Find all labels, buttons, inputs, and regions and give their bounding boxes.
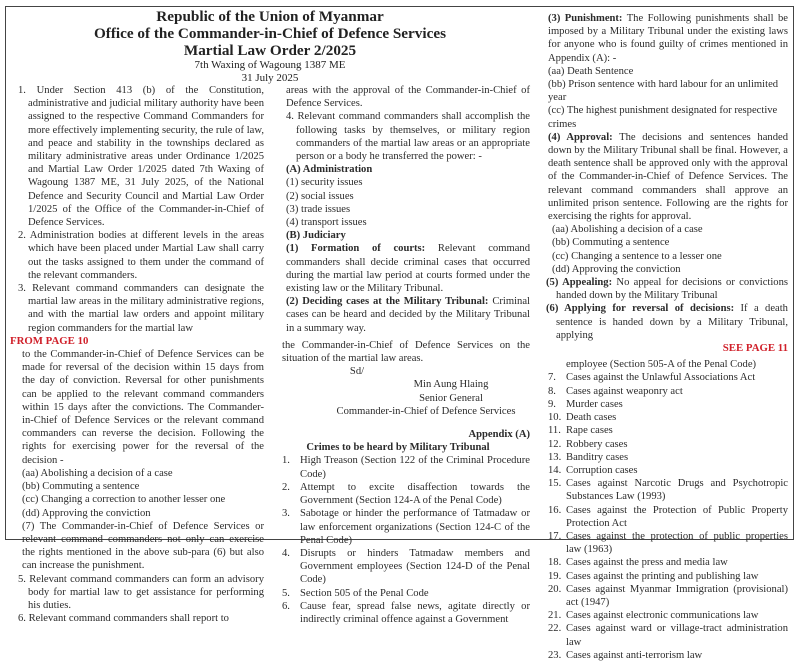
- list-item: (bb) Commuting a sentence: [22, 481, 140, 493]
- crime-item: 6. Cause fear, spread false news, agitate directly or indirectly criminal offence against a Government: [282, 600, 530, 625]
- administration-list: [282, 176, 530, 229]
- list-item: (1) security issues: [286, 177, 363, 189]
- list-item: (2) social issues: [286, 190, 354, 202]
- crime-item: 22. Cases against ward or village-tract administration law: [548, 623, 788, 648]
- order-header: [5, 8, 535, 85]
- approval-list: [548, 223, 788, 276]
- list-item: (dd) Approving the conviction: [22, 507, 151, 519]
- crime-item: 5. Section 505 of the Penal Code: [282, 587, 429, 599]
- appealing-paragraph: [542, 276, 788, 302]
- appendix-subtitle: Crimes to be heard by Military Tribunal: [306, 442, 490, 454]
- crime-item: 11. Rape cases: [548, 425, 613, 437]
- signature-sd: Sd/: [349, 366, 365, 378]
- see-page-link[interactable]: SEE PAGE 11: [722, 342, 788, 355]
- list-item: (dd) Approving the conviction: [552, 263, 681, 275]
- formation-of-courts: [282, 242, 530, 295]
- crime-6-continuation: employee (Section 505-A of the Penal Code): [566, 359, 757, 371]
- list-item: (cc) Changing a sentence to a lesser one: [552, 250, 722, 262]
- deciding-text: Criminal cases can be heard and decided by the Military Tribunal in a summary way.: [286, 296, 530, 334]
- list-item: (cc) Changing a correction to another lesser one: [22, 494, 226, 506]
- crime-item: 15. Cases against Narcotic Drugs and Psychotropic Substances Law (1993): [548, 478, 788, 503]
- list-item: (cc) The highest punishment designated for respective crimes: [548, 105, 778, 130]
- crimes-list-2: [548, 371, 788, 661]
- signer-name: Min Aung Hlaing: [413, 379, 489, 391]
- crime-item: 4. Disrupts or hinders Tatmadaw members and Government employees (Section 124-D of the Penal Code): [282, 547, 530, 586]
- formation-label: (1) Formation of courts:: [286, 243, 426, 255]
- order-title: Martial Law Order 2/2025: [183, 42, 357, 59]
- list-item: (aa) Death Sentence: [548, 65, 634, 77]
- list-item: (aa) Abolishing a decision of a case: [22, 467, 173, 479]
- reversal-paragraph: [542, 302, 788, 342]
- paragraph-6: 6. Relevant command commanders shall report to: [18, 613, 229, 625]
- paragraph-4: 4. Relevant command commanders shall accomplish the following tasks by themselves, or military region commanders of the martial law areas or an appropriate person or a body he transferred the power: -: [286, 111, 530, 163]
- list-item: (bb) Commuting a sentence: [552, 237, 670, 249]
- deciding-label: (2) Deciding cases at the Military Tribunal:: [286, 296, 489, 308]
- paragraph-7: (7) The Commander-in-Chief of Defence Services or relevant command commanders not only can exercise the rights mentioned in the above sub-para (6) but also can increase the punishment.: [22, 520, 264, 572]
- list-item: (3) trade issues: [286, 203, 351, 215]
- signer-title: Commander-in-Chief of Defence Services: [336, 405, 516, 417]
- crime-item: 17. Cases against the protection of public properties law (1963): [548, 530, 788, 556]
- crimes-list-1: [282, 454, 530, 626]
- paragraph-1: 1. Under Section 413 (b) of the Constitution, administrative and judicial military authority have been assigned to the respective Command Commanders for more effectively implementing security, the rule of law, and peace and stability in the townships declared as military administrative areas under Ordinance 1/2025 and Martial Law Order 1/2025 dated 7th Waxing of Wagoung 1387 ME, 31 July 2025, of the National Defence and Security Council and Martial Law Order 1/2025 of the Office of the Commander-in-Chief of Defence Services.: [18, 85, 264, 229]
- lunar-date: 7th Waxing of Wagoung 1387 ME: [194, 59, 346, 71]
- top-right-box-top: [535, 6, 794, 7]
- list-item: (4) transport issues: [286, 217, 367, 229]
- crime-item: 7. Cases against the Unlawful Associations Act: [548, 372, 756, 384]
- column-1: [10, 84, 264, 625]
- crime-item: 13. Banditry cases: [548, 451, 629, 463]
- crime-item: 18. Cases against the press and media law: [548, 557, 728, 569]
- administration-heading: (A) Administration: [286, 164, 373, 176]
- deciding-cases: [282, 295, 530, 335]
- reversal-text: If a death sentence is handed down by a Military Tribunal, applying: [556, 303, 788, 341]
- crime-item: 16. Cases against the Protection of Public Property Protection Act: [548, 504, 788, 529]
- reversal-continuation: to the Commander-in-Chief of Defence Services can be made for reversal of the decision within 15 days from the day of conviction. Reversal for other punishments can be applied to the relevant command commanders within 15 days after the convictions. The Commander-in-Chief of Defence Services or the relevant command commanders can reverse the decision. Following the rights for exercising power for the reversal of the decision -: [22, 349, 264, 466]
- signer-rank: Senior General: [419, 392, 483, 404]
- crime-item: 9. Murder cases: [548, 398, 623, 410]
- paragraph-5: 5. Relevant command commanders can form an advisory body for martial law to get assistance for performing his duties.: [18, 573, 264, 611]
- paragraph-6-continuation: the Commander-in-Chief of Defence Services on the situation of the martial law areas.: [282, 339, 530, 365]
- reversal-rights-list: [14, 467, 264, 520]
- crime-item: 14. Corruption cases: [548, 464, 638, 476]
- column-3: [548, 12, 788, 662]
- crime-item: 3. Sabotage or hinder the performance of Tatmadaw or law enforcement organizations (Section 124-C of the Penal Code): [282, 508, 530, 546]
- from-page-link[interactable]: FROM PAGE 10: [10, 334, 89, 347]
- crime-item: 12. Robbery cases: [548, 438, 628, 450]
- approval-label: (4) Approval:: [548, 131, 613, 143]
- crime-item: 23. Cases against anti-terrorism law: [548, 649, 703, 661]
- punishment-list: [548, 65, 788, 131]
- reversal-label: (6) Applying for reversal of decisions:: [546, 303, 735, 315]
- column-2: [282, 84, 530, 626]
- list-item: (bb) Prison sentence with hard labour for an unlimited year: [548, 79, 779, 104]
- appendix-title: Appendix (A): [468, 429, 530, 441]
- crime-item: 20. Cases against Myanmar Immigration (provisional) act (1947): [548, 583, 788, 608]
- punishment-paragraph: [548, 12, 788, 65]
- header-line-2: Office of the Commander-in-Chief of Defence Services: [93, 25, 446, 42]
- appealing-text: No appeal for decisions or convictions handed down by the Military Tribunal: [556, 277, 789, 302]
- header-line-1: Republic of the Union of Myanmar: [156, 8, 384, 25]
- crime-item: 2. Attempt to excite disaffection towards the Government (Section 124-A of the Penal Code): [282, 481, 530, 507]
- paragraph-3-continuation: areas with the approval of the Commander-in-Chief of Defence Services.: [286, 85, 530, 110]
- crime-item: 19. Cases against the printing and publishing law: [548, 570, 759, 582]
- crime-item: 8. Cases against weaponry act: [548, 385, 683, 397]
- approval-text: The decisions and sentences handed down by the Military Tribunal shall be final. However, a death sentence shall be approved only with the approval of the Commander-in-Chief of Defence Services. The relevant command commanders shall approve an unlimited prison sentence. Following are the rights for exercising the rights for approval.: [548, 131, 788, 223]
- judiciary-heading: (B) Judiciary: [286, 230, 346, 242]
- crime-item: 1. High Treason (Section 122 of the Criminal Procedure Code): [282, 455, 530, 480]
- paragraph-2: 2. Administration bodies at different levels in the areas which have been placed under Martial Law shall carry out the tasks assigned to them under the command of the relevant commanders.: [18, 230, 264, 281]
- approval-paragraph: [548, 131, 788, 223]
- crime-item: 10. Death cases: [548, 412, 617, 424]
- list-item: (aa) Abolishing a decision of a case: [552, 224, 703, 236]
- date: 31 July 2025: [241, 72, 299, 84]
- paragraph-3: 3. Relevant command commanders can designate the martial law areas in the military administrative regions, and with the martial law orders and appoint military region commanders for the martial law: [18, 283, 264, 334]
- appealing-label: (5) Appealing:: [546, 277, 613, 289]
- punishment-text: The Following punishments shall be imposed by a Military Tribunal under the existing laws for anyone who is found guilty of crimes mentioned in Appendix (A): -: [548, 13, 788, 64]
- formation-text: Relevant command commanders shall decide criminal cases that occurred during the martial law period at courts formed under the existing law or the Military Tribunal.: [286, 243, 530, 295]
- crime-item: 21. Cases against electronic communications law: [548, 610, 759, 622]
- punishment-label: (3) Punishment:: [548, 13, 623, 24]
